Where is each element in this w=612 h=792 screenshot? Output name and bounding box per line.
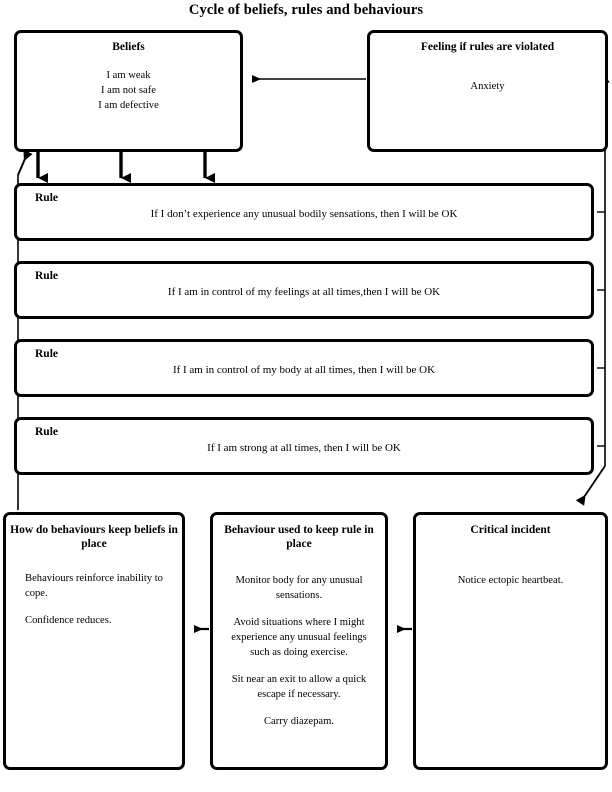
rule-text: If I don’t experience any unusual bodily sensations, then I will be OK	[150, 208, 458, 220]
rule-text: If I am in control of my body at all times, then I will be OK	[172, 364, 436, 376]
beliefs-box[interactable]	[14, 30, 243, 152]
arrows-beliefs-to-rules	[38, 152, 205, 178]
rule-box[interactable]	[14, 417, 594, 475]
beliefs-line: I am defective	[98, 100, 159, 112]
rule-label: Rule	[35, 270, 58, 282]
rule-box[interactable]	[14, 261, 594, 319]
beliefs-title: Beliefs	[112, 41, 145, 53]
behaviour-used-title: Behaviour used to keep rule in place	[224, 524, 374, 551]
rule-text: If I am strong at all times, then I will be OK	[207, 442, 401, 454]
critical-incident-paragraph: Notice ectopic heartbeat.	[457, 575, 564, 587]
rule-text: If I am in control of my feelings at all times,then I will be OK	[167, 286, 441, 298]
beliefs-line: I am not safe	[100, 85, 156, 97]
rule-box[interactable]	[14, 183, 594, 241]
rule-label: Rule	[35, 348, 58, 360]
behaviour-used-to-keep-rule-box[interactable]	[210, 512, 388, 770]
behaviour-used-paragraph: Monitor body for any unusual sensations.	[235, 575, 363, 602]
feeling-line: Anxiety	[470, 81, 505, 93]
behaviours-keep-paragraph: Behaviours reinforce inability to cope.	[25, 573, 163, 600]
rule-label: Rule	[35, 192, 58, 204]
feeling-body	[370, 79, 605, 94]
behaviours-keep-paragraph: Confidence reduces.	[25, 615, 112, 627]
beliefs-line: I am weak	[106, 70, 151, 82]
behaviours-keep-body	[6, 571, 182, 628]
behaviour-used-body	[213, 573, 385, 729]
rule-label: Rule	[35, 426, 58, 438]
how-behaviours-keep-beliefs-box[interactable]	[3, 512, 185, 770]
critical-incident-body	[416, 573, 605, 588]
feeling-if-rules-violated-box[interactable]	[367, 30, 608, 152]
behaviour-used-paragraph: Avoid situations where I might experience any unusual feelings such as doing exercise.	[231, 617, 367, 659]
critical-incident-title: Critical incident	[470, 524, 551, 536]
critical-incident-box[interactable]	[413, 512, 608, 770]
beliefs-body	[17, 68, 240, 113]
feeling-title: Feeling if rules are violated	[420, 41, 555, 53]
rule-box[interactable]	[14, 339, 594, 397]
behaviour-used-paragraph: Carry diazepam.	[263, 716, 334, 728]
behaviour-used-paragraph: Sit near an exit to allow a quick escape if necessary.	[231, 674, 367, 701]
behaviours-keep-title: How do behaviours keep beliefs in place	[10, 524, 178, 551]
page-title: Cycle of beliefs, rules and behaviours	[188, 2, 424, 18]
